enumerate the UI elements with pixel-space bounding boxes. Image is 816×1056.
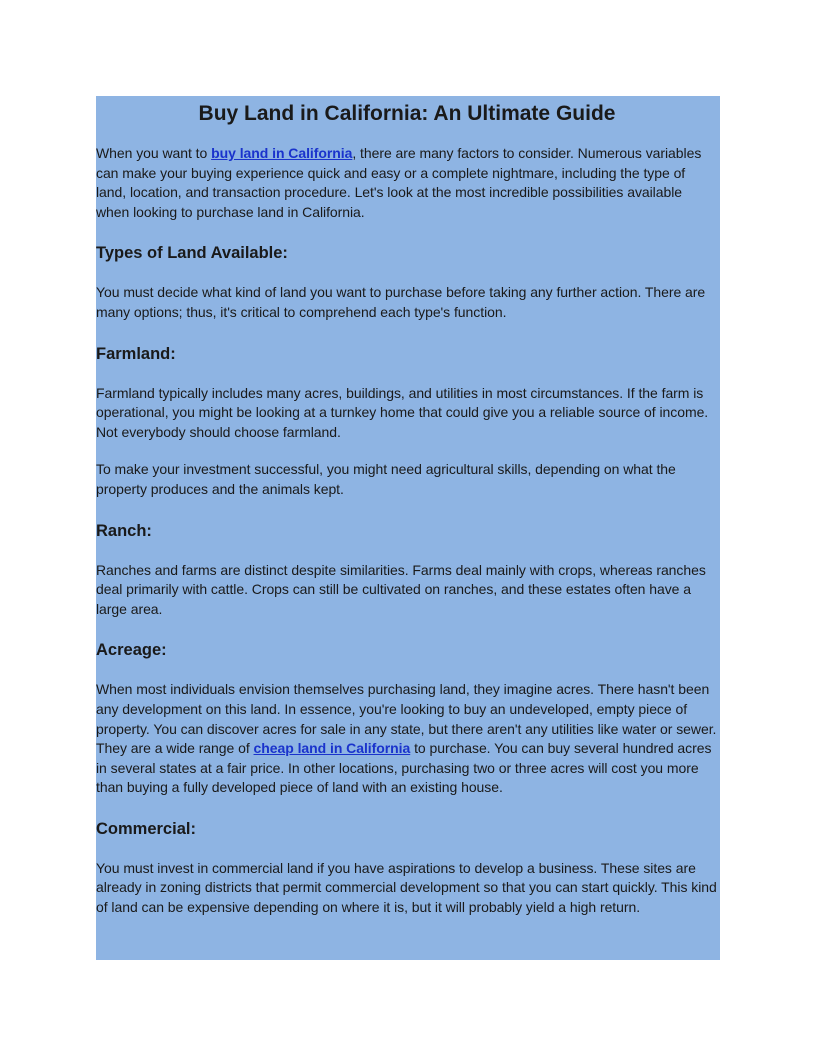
commercial-paragraph: You must invest in commercial land if you have aspirations to develop a business. These sites are already in zoning districts that permit commercial development so that you can start quickly. This kind of land can be expensive depending on where it is, but it will probably yield a high return. <box>96 859 717 916</box>
buy-land-link[interactable]: buy land in California <box>211 145 353 161</box>
acreage-paragraph <box>96 680 718 798</box>
ranch-paragraph: Ranches and farms are distinct despite similarities. Farms deal mainly with crops, whereas ranches deal primarily with cattle. Crops can still be cultivated on ranches, and these estates often have a large area. <box>96 561 706 617</box>
acreage-text-after: to purchase. You can buy several hundred acres in several states at a fair price. In other locations, purchasing two or three acres will cost you more than buying a fully developed piece of land with an existing house. <box>96 740 712 796</box>
acreage-text-before: When most individuals envision themselves purchasing land, they imagine acres. There hasn't been any development on this land. In essence, you're looking to buy an undeveloped, empty piece of property. You can discover acres for sale in any state, but there aren't any utilities like water or sewer. They are a wide range of <box>96 681 717 757</box>
acreage-heading: Acreage: <box>96 641 167 660</box>
farmland-paragraph-1: Farmland typically includes many acres, buildings, and utilities in most circumstances. If the farm is operational, you might be looking at a turnkey home that could give you a reliable source of income. Not everybody should choose farmland. <box>96 384 709 440</box>
intro-text-before: When you want to <box>96 145 212 161</box>
types-heading: Types of Land Available: <box>96 244 288 263</box>
ranch-heading: Ranch: <box>96 521 152 540</box>
intro-text-after: , there are many factors to consider. Numerous variables can make your buying experience quick and easy or a complete nightmare, including the type of land, location, and transaction procedure. Let's look at the most incredible possibilities available when looking to purchase land in California. <box>96 145 702 220</box>
intro-paragraph <box>96 144 718 222</box>
types-paragraph: You must decide what kind of land you want to purchase before taking any further action. There are many options; thus, it's critical to comprehend each type's function. <box>96 284 706 320</box>
commercial-heading: Commercial: <box>96 819 196 838</box>
page-title: Buy Land in California: An Ultimate Guide <box>198 102 616 125</box>
farmland-paragraph-2: To make your investment successful, you might need agricultural skills, depending on what the property produces and the animals kept. <box>96 461 676 497</box>
cheap-land-link[interactable]: cheap land in California <box>253 740 411 757</box>
document-panel <box>96 96 720 960</box>
farmland-heading: Farmland: <box>96 344 176 363</box>
